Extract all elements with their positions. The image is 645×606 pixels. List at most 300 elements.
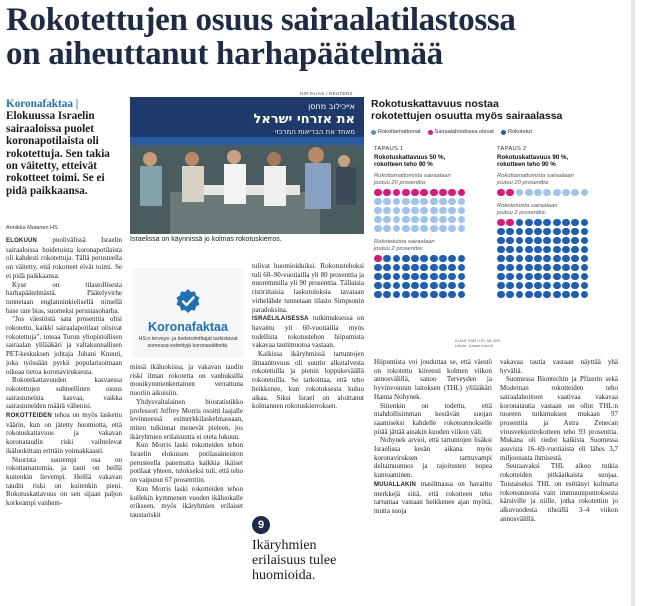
note-line: joutuu 20 prosenttia: bbox=[374, 179, 427, 186]
person-dot bbox=[562, 255, 570, 263]
article-paragraph bbox=[374, 436, 492, 480]
note-line: Rokottamattomista sairaalaan bbox=[497, 172, 574, 179]
person-dot bbox=[393, 216, 401, 224]
person-dot bbox=[393, 273, 401, 281]
person-dot bbox=[534, 255, 542, 263]
person-dot bbox=[506, 237, 514, 245]
scenario-note-unvaccinated bbox=[497, 173, 612, 187]
paragraph-text: masilmassa on havaittu merkkejä siitä, että rokotteen teho tartuntaa vastaan heikkenee ajan myötä, mutta suoja bbox=[374, 479, 492, 515]
person-dot bbox=[439, 225, 447, 233]
person-dot bbox=[525, 237, 533, 245]
person-dot bbox=[562, 246, 570, 254]
person-dot bbox=[534, 228, 542, 236]
person-dot bbox=[411, 291, 419, 299]
person-dot bbox=[525, 291, 533, 299]
photo-banner-line-3: מאחד את הבריאות המרכזי bbox=[274, 128, 355, 136]
person-dot bbox=[383, 198, 391, 206]
person-dot bbox=[439, 282, 447, 290]
person-dot bbox=[525, 273, 533, 281]
article-paragraph bbox=[374, 480, 492, 516]
person-dot bbox=[562, 291, 570, 299]
scenario-coverage: Rokotuskattavuus 90 %, bbox=[497, 154, 569, 161]
scenario-note-vaccinated bbox=[497, 203, 612, 217]
person-dot bbox=[497, 273, 505, 281]
news-photo bbox=[130, 97, 364, 234]
person-dot bbox=[420, 216, 428, 224]
person-dot bbox=[562, 273, 570, 281]
person-dot bbox=[571, 219, 579, 227]
person-dot bbox=[553, 246, 561, 254]
person-dot bbox=[497, 219, 505, 227]
person-dot bbox=[581, 246, 589, 254]
infographic-legend bbox=[371, 129, 532, 135]
article-paragraph bbox=[252, 262, 364, 314]
person-dot bbox=[516, 237, 524, 245]
paragraph-text: Nohynek arvioi, että tartuntojen lisäksi Israelissa kesän aikana myös koronaviruksen tarttuvampi deltamuunnos ja rajoitusten nopea kuntoaminen. bbox=[374, 436, 492, 480]
person-dot bbox=[571, 291, 579, 299]
lead-text: Elokuussa Israelin sairaaloissa puolet koronapotilaista oli rokotettuja. Sen takia on väitetty, etteivät rokotteet toimi. Se ei pidä paikkaansa. bbox=[6, 110, 110, 197]
person-dot bbox=[506, 246, 514, 254]
person-dot bbox=[383, 255, 391, 263]
scenario-heading: TAPAUS 1 bbox=[374, 146, 404, 152]
person-dot bbox=[374, 273, 382, 281]
article-paragraph bbox=[374, 402, 492, 437]
person-dot bbox=[430, 189, 438, 197]
person-dot bbox=[383, 207, 391, 215]
person-dot bbox=[439, 264, 447, 272]
person-dot bbox=[374, 264, 382, 272]
paragraph-text: Kaikissa ikäryhmissä tartuntojen ilmaantuvuus oli suurin alkutalvesta rokotetuilla ja pienin loppukeväällä rokotetuilla. Se tarkoittaa, että teho heikkenee, kun rokotuksesta kuluu aikaa. Siksi Israel on aloittanut kolmannen rokotuskierroksen. bbox=[252, 350, 364, 411]
note-line: joutuu 2 prosenttia: bbox=[374, 245, 424, 252]
person-dot bbox=[581, 189, 589, 197]
paragraph-text: Seuraavaksi THL aikoo tutkia rokotteiden pitkäaikaista suojaa. Toistaiseksi THL on esittänyt kolmatta rokoteannosta vain immuunipuutoksesta kärsiville ja niille, jotka rokotettiin jo alkuvuodesta tiheällä 3–4 viikon annosvälillä. bbox=[500, 462, 618, 523]
legend-label: Rokotetut bbox=[508, 129, 532, 135]
person-dot bbox=[534, 273, 542, 281]
person-dot bbox=[383, 216, 391, 224]
person-dot bbox=[571, 189, 579, 197]
headline-line-1: Rokotettujen osuus sairaalatilastossa bbox=[6, 2, 516, 38]
article-paragraph bbox=[6, 411, 122, 456]
person-dot bbox=[374, 225, 382, 233]
legend-item-unvaccinated bbox=[371, 129, 421, 135]
dot-grid-vaccinated bbox=[374, 255, 489, 300]
lead-separator: | bbox=[72, 98, 79, 110]
section-lead-caps: ISRAELILAISESSA bbox=[252, 316, 309, 323]
person-dot bbox=[393, 282, 401, 290]
dot-grid-unvaccinated bbox=[497, 189, 612, 198]
lead-paragraph bbox=[6, 98, 122, 197]
person-dot bbox=[497, 282, 505, 290]
person-dot bbox=[581, 291, 589, 299]
article-paragraph bbox=[130, 441, 243, 485]
person-dot bbox=[581, 264, 589, 272]
person-dot bbox=[458, 216, 466, 224]
scenario-1 bbox=[374, 146, 489, 300]
person-dot bbox=[448, 255, 456, 263]
article-paragraph bbox=[252, 314, 364, 350]
verified-check-badge-icon bbox=[175, 288, 201, 314]
person-dot bbox=[497, 291, 505, 299]
person-dot bbox=[393, 189, 401, 197]
person-dot bbox=[411, 198, 419, 206]
person-dot bbox=[448, 207, 456, 215]
person-dot bbox=[411, 216, 419, 224]
person-dot bbox=[430, 291, 438, 299]
person-dot bbox=[402, 255, 410, 263]
person-dot bbox=[383, 225, 391, 233]
person-dot bbox=[581, 219, 589, 227]
person-dot bbox=[411, 273, 419, 281]
legend-dot-icon bbox=[371, 130, 376, 135]
person-dot bbox=[571, 228, 579, 236]
person-dot bbox=[543, 189, 551, 197]
person-dot bbox=[516, 189, 524, 197]
infographic-source bbox=[455, 338, 500, 348]
person-dot bbox=[402, 291, 410, 299]
person-dot bbox=[402, 189, 410, 197]
article-paragraph bbox=[130, 485, 243, 520]
paragraph-text: Suomessa Biontechin ja Pfizerin sekä Modernan rokotteiden teho sairaalahoitoon vaativaa vakavaa koronatautia vastaan on ollut THL:n tuoreen tutkimuksen mukaan 97 prosenttia ja Astra Zenecan virusvektorirokotteen teho 93 prosenttia. Mukana oli tiedot kaikista Suomessa asuvista 16–69-vuotiaista eli lähes 3,7 miljoonasta ihmisestä. bbox=[500, 375, 618, 462]
person-dot bbox=[411, 225, 419, 233]
paragraph-text: puolivälissä Israelin sairaaloissa hoidetuista koronapotilaista oli kahdesti rokotettuja. Tällä perusteella on väitetty, että rokotteet eivät toimi. Se ei pidä paikkaansa. bbox=[6, 236, 122, 280]
person-dot bbox=[402, 273, 410, 281]
article-column-2 bbox=[130, 363, 243, 520]
person-dot bbox=[497, 264, 505, 272]
person-dot bbox=[383, 282, 391, 290]
person-dot bbox=[458, 255, 466, 263]
person-dot bbox=[393, 264, 401, 272]
person-dot bbox=[543, 291, 551, 299]
person-dot bbox=[525, 246, 533, 254]
person-dot bbox=[506, 291, 514, 299]
person-dot bbox=[393, 291, 401, 299]
person-dot bbox=[516, 291, 524, 299]
person-dot bbox=[553, 237, 561, 245]
person-dot bbox=[411, 264, 419, 272]
paragraph-text: Hiipumista voi jouduttaa se, että väestö on rokotettu kiireesti kolmen viikon annosvälillä, sanoo Terveyden ja hyvinvoinnin laitoksen (THL) ylilääkäri Hanna Nohynek. bbox=[374, 358, 492, 401]
person-dot bbox=[553, 219, 561, 227]
person-dot bbox=[534, 282, 542, 290]
scenario-efficacy: rokotteen teho 90 % bbox=[374, 161, 433, 169]
person-dot bbox=[543, 282, 551, 290]
person-dot bbox=[506, 255, 514, 263]
page-edge-bar bbox=[631, 0, 635, 606]
person-dot bbox=[383, 264, 391, 272]
person-dot bbox=[402, 198, 410, 206]
person-dot bbox=[571, 264, 579, 272]
person-dot bbox=[439, 291, 447, 299]
person-dot bbox=[506, 228, 514, 236]
person-dot bbox=[402, 207, 410, 215]
article-paragraph bbox=[252, 350, 364, 411]
person-dot bbox=[571, 246, 579, 254]
person-dot bbox=[448, 198, 456, 206]
person-dot bbox=[439, 207, 447, 215]
article-paragraph bbox=[6, 236, 122, 281]
person-dot bbox=[543, 219, 551, 227]
lead-kicker: Koronafaktaa bbox=[6, 98, 73, 110]
infographic-title-line-2: rokotettujen osuutta myös sairaalassa bbox=[371, 109, 563, 122]
person-dot bbox=[430, 207, 438, 215]
person-dot bbox=[420, 225, 428, 233]
person-dot bbox=[420, 291, 428, 299]
note-line: Rokotetuista sairaalaan bbox=[497, 202, 558, 209]
pull-quote: Ikäryhmien erilaisuus tulee huomioida. bbox=[252, 538, 337, 583]
note-line: joutuu 2 prosenttia: bbox=[497, 209, 547, 216]
article-paragraph bbox=[6, 281, 122, 316]
person-dot bbox=[534, 264, 542, 272]
person-dot bbox=[543, 237, 551, 245]
person-dot bbox=[497, 228, 505, 236]
paragraph-text: tutkimuksessa on havaittu yli 60-vuotiailla myös todellista rokotustehon hiipumista vakavaa tautimuotoa vastaan. bbox=[252, 314, 364, 350]
person-dot bbox=[420, 198, 428, 206]
person-dot bbox=[516, 273, 524, 281]
person-dot bbox=[374, 291, 382, 299]
person-dot bbox=[553, 189, 561, 197]
photo-banner-line-2: את אזרחי ישראל bbox=[253, 112, 355, 127]
paragraph-text: Kun Morris laski rokotteiden tehon Israelin elokuisen potilasaineiston perusteella panematta kaikkia ikäiset potilaat yhteen, tulokseksi tuli, että teho on vaipunut 67 prosenttiin. bbox=[130, 441, 243, 485]
scenario-params bbox=[374, 154, 489, 169]
person-dot bbox=[516, 228, 524, 236]
person-dot bbox=[448, 291, 456, 299]
person-dot bbox=[534, 189, 542, 197]
person-dot bbox=[420, 189, 428, 197]
person-dot bbox=[553, 282, 561, 290]
person-dot bbox=[525, 282, 533, 290]
person-dot bbox=[383, 291, 391, 299]
person-dot bbox=[581, 282, 589, 290]
source-line-1: ELIAS CAN / HS, MLJHS bbox=[455, 338, 501, 343]
article-paragraph bbox=[130, 363, 243, 398]
paragraph-text: Rokotekattavuuden kasvaessa rokotettujen suhteellinen osuus sairastuneista kasvaa, vaikka sairastuneiden määrä vähenisi. bbox=[6, 376, 122, 411]
scenario-coverage: Rokotuskattavuus 50 %, bbox=[374, 154, 446, 161]
scenario-efficacy: rokotteen teho 90 % bbox=[497, 161, 556, 169]
person-dot bbox=[458, 198, 466, 206]
infographic-title-line-1: Rokotuskattavuus nostaa bbox=[371, 98, 499, 110]
infographic-title bbox=[371, 99, 621, 122]
byline: Annikka Mutanen HS bbox=[6, 225, 58, 231]
paragraph-text: tehoa on myös laskettu väärin, kun on jätetty huomiotta, että rokotuskattavuus ja vakavan koronataudin riski vaihtelevat ikäluokittain erittäin voimakkaasti. bbox=[6, 411, 122, 455]
legend-label: Rokottamattomat bbox=[378, 129, 421, 135]
person-dot bbox=[571, 255, 579, 263]
person-dot bbox=[448, 216, 456, 224]
person-dot bbox=[562, 228, 570, 236]
person-dot bbox=[448, 189, 456, 197]
person-dot bbox=[374, 255, 382, 263]
person-dot bbox=[393, 255, 401, 263]
person-dot bbox=[534, 237, 542, 245]
person-dot bbox=[420, 264, 428, 272]
scenario-note-vaccinated bbox=[374, 239, 489, 253]
article-paragraph bbox=[500, 375, 618, 462]
person-dot bbox=[430, 225, 438, 233]
koronafaktaa-description: HS:n terveys- ja tiedetoimittajat tarkistavat somessa esitettyjä koronaväitteitä. bbox=[138, 336, 238, 349]
person-dot bbox=[581, 237, 589, 245]
person-dot bbox=[562, 189, 570, 197]
person-dot bbox=[543, 246, 551, 254]
person-dot bbox=[402, 225, 410, 233]
person-dot bbox=[411, 255, 419, 263]
person-dot bbox=[534, 291, 542, 299]
person-dot bbox=[411, 207, 419, 215]
article-column-1 bbox=[6, 236, 122, 508]
paragraph-text: Kun Morris laski rokotteiden tehon kullekin kymmenen vuoden ikäluokalle erikseen, myös ikäryhmien erilaiset taustariskit bbox=[130, 484, 243, 519]
person-dot bbox=[562, 219, 570, 227]
person-dot bbox=[430, 255, 438, 263]
person-dot bbox=[525, 228, 533, 236]
person-dot bbox=[525, 264, 533, 272]
dot-grid-vaccinated bbox=[497, 219, 612, 300]
person-dot bbox=[525, 189, 533, 197]
person-dot bbox=[374, 198, 382, 206]
person-dot bbox=[553, 291, 561, 299]
person-dot bbox=[516, 219, 524, 227]
person-dot bbox=[393, 198, 401, 206]
paragraph-text: vakavaa tautia vastaan näyttää yhä hyvältä. bbox=[500, 358, 618, 375]
legend-dot-icon bbox=[428, 130, 433, 135]
person-dot bbox=[402, 264, 410, 272]
person-dot bbox=[439, 198, 447, 206]
koronafaktaa-title: Koronafaktaa bbox=[148, 320, 228, 334]
person-dot bbox=[383, 273, 391, 281]
person-dot bbox=[448, 225, 456, 233]
person-dot bbox=[439, 189, 447, 197]
scenario-heading: TAPAUS 2 bbox=[497, 146, 527, 152]
person-dot bbox=[553, 264, 561, 272]
person-dot bbox=[516, 264, 524, 272]
person-dot bbox=[516, 282, 524, 290]
person-dot bbox=[439, 273, 447, 281]
person-dot bbox=[458, 273, 466, 281]
legend-dot-icon bbox=[501, 130, 506, 135]
paragraph-text: Kyse on tilastollisesta harhapäätelmästä. Päätelyvirhe tunnetaan englanninkielisellä nimellä base rate bias, suomeksi perustasoharha. bbox=[6, 280, 122, 315]
person-dot bbox=[439, 216, 447, 224]
photo-banner-line-1: אייכילוב מחסן bbox=[308, 102, 355, 111]
person-dot bbox=[458, 225, 466, 233]
person-dot bbox=[458, 282, 466, 290]
person-dot bbox=[393, 207, 401, 215]
person-dot bbox=[448, 264, 456, 272]
person-dot bbox=[553, 255, 561, 263]
person-dot bbox=[420, 273, 428, 281]
section-lead-caps: ROKOTTEIDEN bbox=[6, 413, 52, 420]
vaccination-scene-illustration bbox=[130, 97, 364, 234]
legend-item-vaccinated bbox=[501, 129, 532, 135]
person-dot bbox=[497, 255, 505, 263]
photo-caption: Israelissa on käynnissä jo kolmas rokotuskierros. bbox=[130, 236, 282, 243]
note-line: Rokottamattomista sairaalaan bbox=[374, 172, 451, 179]
person-dot bbox=[430, 198, 438, 206]
article-column-5 bbox=[500, 358, 618, 523]
person-dot bbox=[562, 237, 570, 245]
paragraph-text: Yhdysvaltalainen biostatistikko professori Jeffrey Morris osoitti laajalle levinneessä esimerkkilaskelmassaan, miten tulkinnat menevät pieleen, jos ikäryhmien erilaisuutta ei oteta lukuun. bbox=[130, 397, 243, 441]
person-dot bbox=[581, 228, 589, 236]
person-dot bbox=[497, 237, 505, 245]
article-paragraph bbox=[500, 358, 618, 375]
person-dot bbox=[411, 282, 419, 290]
person-dot bbox=[458, 291, 466, 299]
person-dot bbox=[543, 228, 551, 236]
scenario-note-unvaccinated bbox=[374, 173, 489, 187]
person-dot bbox=[420, 282, 428, 290]
scenario-params bbox=[497, 154, 612, 169]
person-dot bbox=[543, 255, 551, 263]
legend-label: Sairaalahoidossa olevat bbox=[434, 129, 494, 135]
person-dot bbox=[402, 282, 410, 290]
person-dot bbox=[571, 273, 579, 281]
person-dot bbox=[553, 273, 561, 281]
person-dot bbox=[525, 219, 533, 227]
person-dot bbox=[581, 273, 589, 281]
legend-item-hospitalized bbox=[428, 129, 494, 135]
person-dot bbox=[571, 282, 579, 290]
koronafaktaa-box bbox=[132, 268, 244, 358]
person-dot bbox=[534, 219, 542, 227]
article-column-4 bbox=[374, 358, 492, 516]
article-paragraph bbox=[6, 376, 122, 411]
person-dot bbox=[506, 264, 514, 272]
person-dot bbox=[562, 282, 570, 290]
person-dot bbox=[516, 255, 524, 263]
person-dot bbox=[374, 282, 382, 290]
person-dot bbox=[543, 264, 551, 272]
person-dot bbox=[506, 273, 514, 281]
headline bbox=[6, 3, 626, 71]
article-paragraph bbox=[6, 456, 122, 508]
person-dot bbox=[458, 264, 466, 272]
pull-quote-number: 9 bbox=[252, 516, 270, 534]
person-dot bbox=[506, 282, 514, 290]
person-dot bbox=[448, 273, 456, 281]
person-dot bbox=[458, 189, 466, 197]
note-line: joutuu 20 prosenttia: bbox=[497, 179, 550, 186]
person-dot bbox=[430, 282, 438, 290]
note-line: Rokotetuista sairaalaan bbox=[374, 238, 435, 245]
paragraph-text: Nuorista suurempi osa on rokottamattomia, ja tauti on heillä kuitenkin lievempi. Heillä vakavan taudin riski on kuitenkin pieni. Rokotuskattavuus on sen sijaan paljon korkeampi vanhem- bbox=[6, 455, 122, 508]
person-dot bbox=[374, 216, 382, 224]
person-dot bbox=[497, 246, 505, 254]
person-dot bbox=[411, 189, 419, 197]
paragraph-text: missä ikäluokissa, ja vakavan taudin riski ilman rokotetta on vanhuksilla monikymmenkertainen verrattuna nuoriin aikuisiin. bbox=[130, 363, 243, 398]
person-dot bbox=[571, 237, 579, 245]
paragraph-text: Siitenkin on todettu, että mahdollisimman kestävän suojan saamiseksi kahdelle rokoteannokselle pitää jättää ainakin kuuden viikon väli. bbox=[374, 401, 492, 436]
person-dot bbox=[430, 264, 438, 272]
person-dot bbox=[439, 255, 447, 263]
dot-grid-unvaccinated bbox=[374, 189, 489, 234]
paragraph-text: tulivat huomioiduiksi. Rokotustehoksi tuli 60–90-vuotiailla yli 80 prosenttia ja nuoremmilla yli 90 prosenttia. Tällaisia ristiriitaisia laskutuloksia tavataan virhelähde tunnetaan tilasto Simpsonin paradoksina. bbox=[252, 262, 364, 314]
article-paragraph bbox=[500, 462, 618, 523]
person-dot bbox=[430, 273, 438, 281]
person-dot bbox=[402, 216, 410, 224]
person-dot bbox=[506, 219, 514, 227]
article-paragraph bbox=[374, 358, 492, 402]
person-dot bbox=[393, 225, 401, 233]
section-lead-caps: MUUALLAKIN bbox=[374, 481, 416, 488]
person-dot bbox=[543, 273, 551, 281]
source-line-2: Lähde: Juhani Knuuti bbox=[455, 343, 493, 348]
article-paragraph bbox=[6, 315, 122, 376]
person-dot bbox=[506, 189, 514, 197]
person-dot bbox=[374, 207, 382, 215]
person-dot bbox=[430, 216, 438, 224]
person-dot bbox=[374, 189, 382, 197]
person-dot bbox=[420, 255, 428, 263]
person-dot bbox=[383, 189, 391, 197]
person-dot bbox=[562, 264, 570, 272]
person-dot bbox=[420, 207, 428, 215]
article-paragraph bbox=[130, 398, 243, 442]
paragraph-text: ”Jos väestöstä sata prosenttia olisi rokotettu, kaikki sairaalapotilaat olisivat rokotettuja”, toteaa Turun yliopistollisen sairaalan ylilääkäri ja valtakunnallisen PET-keskuksen johtaja Juhani Knuuti, joka työssään pyrkii popularisoimaan oikeaa tietoa koronaviruksesta. bbox=[6, 315, 122, 376]
